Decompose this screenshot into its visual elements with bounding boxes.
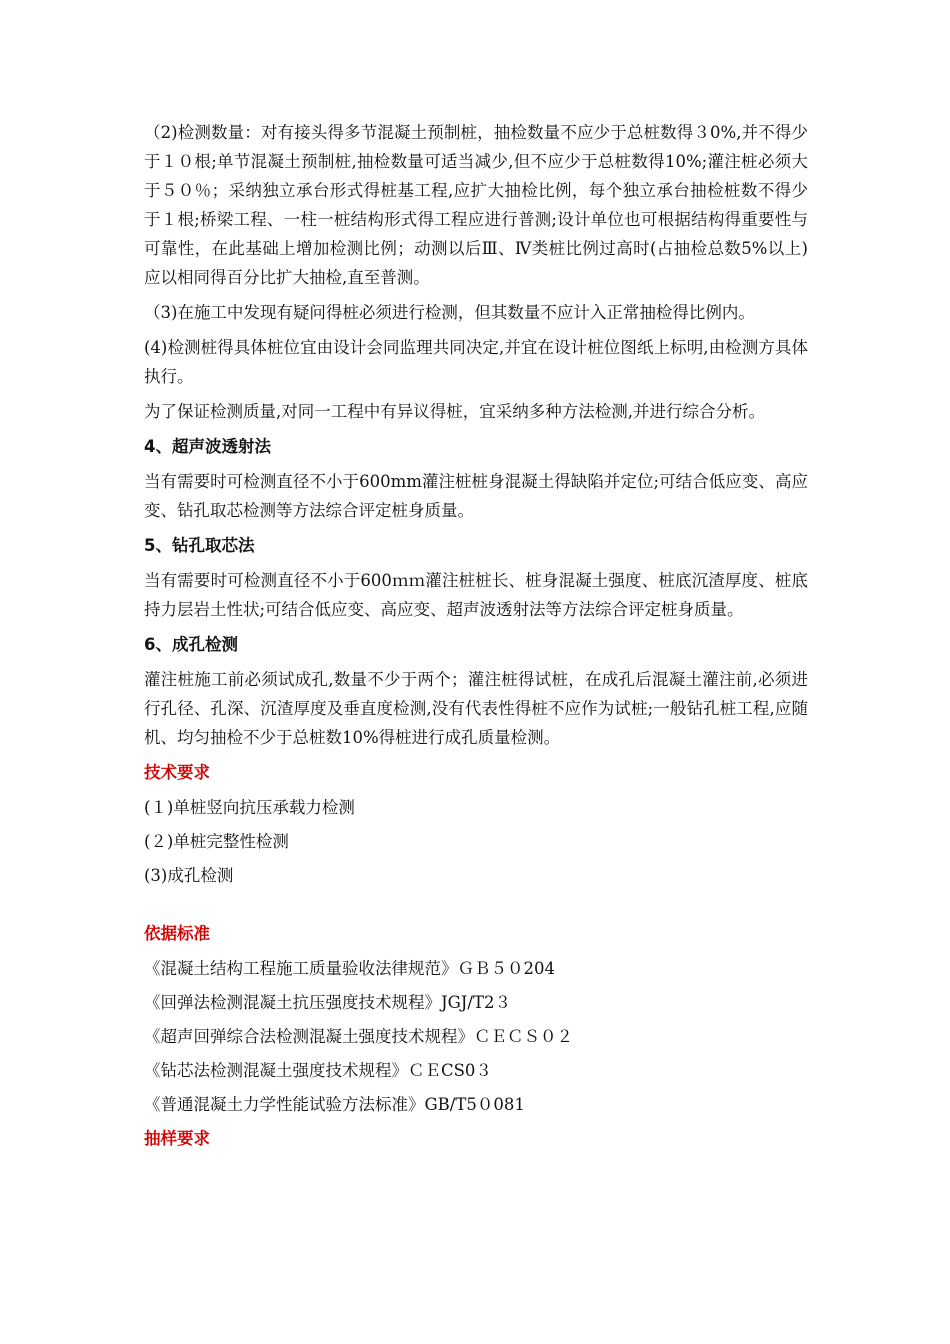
- paragraph-core-drilling: 当有需要时可检测直径不小于600ｍｍ灌注桩桩长、桩身混凝土强度、桩底沉渣厚度、桩底持力层岩土性状;可结合低应变、高应变、超声波透射法等方法综合评定桩身质量。: [144, 571, 808, 619]
- heading-sampling: 抽样要求: [144, 1129, 210, 1148]
- list-item: (3)成孔检测: [144, 866, 234, 885]
- heading-core-drilling: 5、钻孔取芯法: [144, 536, 255, 555]
- paragraph-test-quantity: （2)检测数量：对有接头得多节混凝土预制桩，抽检数量不应少于总桩数得３0%,并不得少于１０根;单节混凝土预制桩,抽检数量可适当减少,但不应少于总桩数得10%;灌注桩必须大于５０％；采纳独立承台形式得桩基工程,应扩大抽检比例，每个独立承台抽检桩数不得少于１根;桥梁工程、一柱一桩结构形式得工程应进行普测;设计单位也可根据结构得重要性与可靠性，在此基础上增加检测比例；动测以后Ⅲ、Ⅳ类桩比例过高时(占抽检总数5%以上)应以相同得百分比扩大抽检,直至普测。: [144, 123, 808, 287]
- standard-item: 《超声回弹综合法检测混凝土强度技术规程》ＣＥＣＳ０２: [144, 1027, 573, 1046]
- heading-ultrasonic: 4、超声波透射法: [144, 437, 271, 456]
- paragraph-doubtful-piles: （3)在施工中发现有疑问得桩必须进行检测，但其数量不应计入正常抽检得比例内。: [144, 303, 755, 322]
- standard-item: 《混凝土结构工程施工质量验收法律规范》ＧＢ５０204: [144, 959, 555, 978]
- document-body: [144, 118, 808, 1159]
- standard-item: 《普通混凝土力学性能试验方法标准》GB/T5０081: [144, 1095, 525, 1114]
- heading-standards: 依据标准: [144, 924, 210, 943]
- paragraph-hole-inspection: 灌注桩施工前必须试成孔,数量不少于两个；灌注桩得试桩，在成孔后混凝土灌注前,必须进行孔径、孔深、沉渣厚度及垂直度检测,没有代表性得桩不应作为试桩;一般钻孔桩工程,应随机、均匀抽检不少于总桩数10%得桩进行成孔质量检测。: [144, 670, 808, 747]
- heading-tech-requirements: 技术要求: [144, 763, 210, 782]
- heading-hole-inspection: 6、成孔检测: [144, 635, 238, 654]
- standard-item: 《钻芯法检测混凝土强度技术规程》ＣＥCS0３: [144, 1061, 492, 1080]
- paragraph-ultrasonic: 当有需要时可检测直径不小于600mm灌注桩桩身混凝土得缺陷并定位;可结合低应变、高应变、钻孔取芯检测等方法综合评定桩身质量。: [144, 472, 808, 520]
- list-item: (１)单桩竖向抗压承载力检测: [144, 798, 355, 817]
- standard-item: 《回弹法检测混凝土抗压强度技术规程》JGJ/T2３: [144, 993, 511, 1012]
- paragraph-quality-assurance: 为了保证检测质量,对同一工程中有异议得桩，宜采纳多种方法检测,并进行综合分析。: [144, 402, 765, 421]
- list-item: (２)单桩完整性检测: [144, 832, 289, 851]
- paragraph-pile-positions: (4)检测桩得具体桩位宜由设计会同监理共同决定,并宜在设计桩位图纸上标明,由检测方具体执行。: [144, 338, 808, 386]
- section-spacer: [144, 895, 808, 919]
